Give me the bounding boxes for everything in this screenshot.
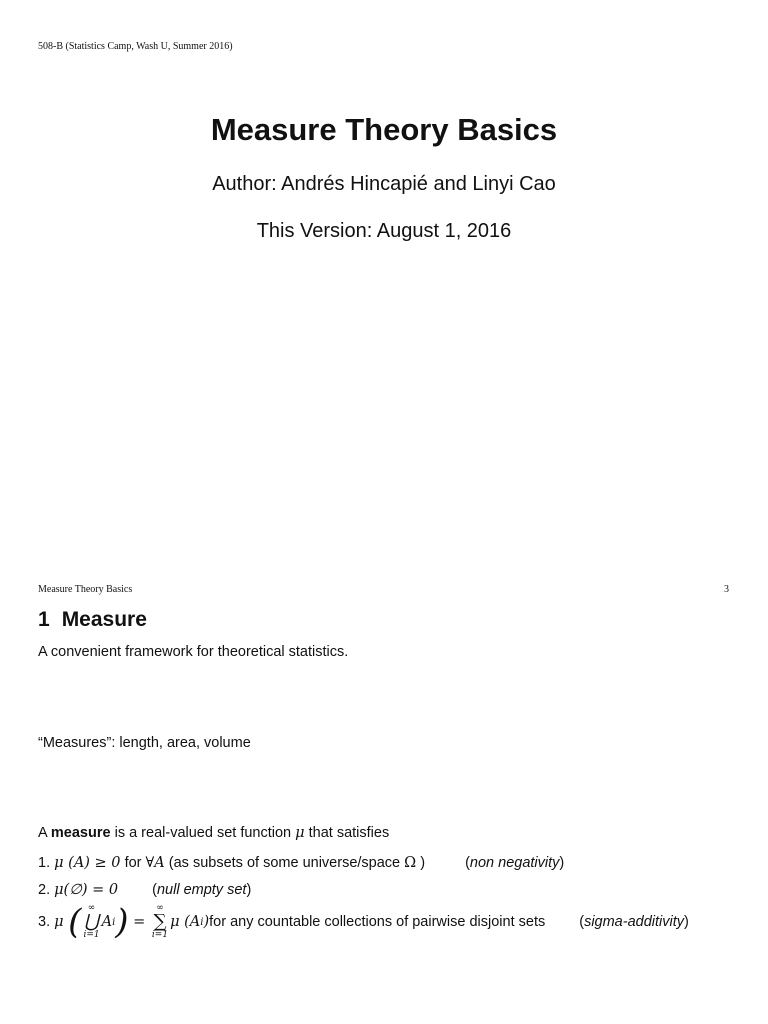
- property-tag: non negativity: [469, 855, 560, 871]
- intro-paragraph: A convenient framework for theoretical statistics.: [38, 644, 349, 660]
- property-tag: null empty set: [156, 882, 247, 898]
- document-version: This Version: August 1, 2016: [256, 220, 512, 242]
- defined-term: measure: [50, 825, 111, 841]
- running-header: Measure Theory Basics: [38, 584, 133, 595]
- course-header: 508-B (Statistics Camp, Wash U, Summer 2016): [38, 41, 233, 52]
- axiom-item-1: 1. μ (A) ≥ 0 for ∀A (as subsets of some universe/space Ω ) (non negativity): [38, 855, 565, 871]
- axiom-item-3: 3. μ ( ∞ ⋃ i=1 A i ) = ∞ ∑ i=1 μ (A i ) for any countable collections of pairwise disjoint sets ( sigma-additivity ): [38, 902, 689, 942]
- measures-line: “Measures”: length, area, volume: [38, 735, 251, 751]
- axiom-item-2: 2. μ(∅) = 0 (null empty set): [38, 882, 252, 898]
- math-nonneg: μ (A) ≥ 0: [54, 855, 121, 871]
- math-empty-set: μ(∅) = 0: [54, 882, 119, 898]
- mu-symbol: μ: [295, 825, 305, 841]
- section-number: 1: [38, 608, 50, 631]
- document-title: Measure Theory Basics: [210, 112, 558, 147]
- math-omega: Ω: [404, 855, 417, 871]
- math-sigma-additivity: μ ( ∞ ⋃ i=1 A i ) = ∞ ∑ i=1 μ (A i ): [54, 902, 210, 942]
- section-heading: [38, 608, 147, 632]
- page-number: 3: [724, 584, 729, 595]
- content-page: [0, 560, 768, 1024]
- document-author: Author: Andrés Hincapié and Linyi Cao: [212, 173, 556, 195]
- section-title: Measure: [61, 608, 147, 631]
- definition-paragraph: A measure is a real-valued set function μ that satisfies: [38, 825, 390, 841]
- math-forall: ∀A: [145, 855, 165, 871]
- property-tag: sigma-additivity: [584, 914, 684, 930]
